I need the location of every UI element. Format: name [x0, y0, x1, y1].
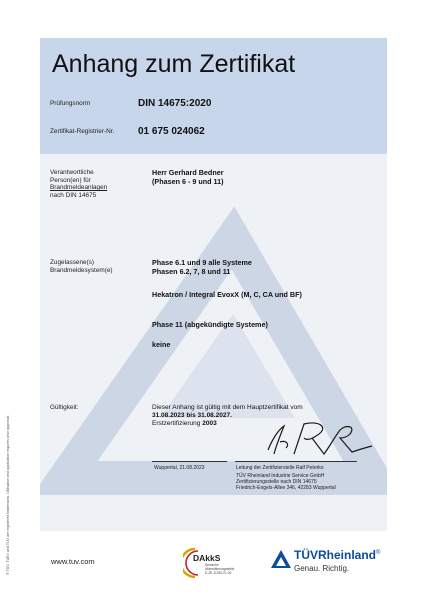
trademark-notice: ® TÜV, TUEV and TUV are registered trademarks. Utilisation and application requires prior approval. [6, 415, 10, 575]
certificate-annex-panel [40, 38, 387, 531]
place-date: Wuppertal, 21.08.2023 [154, 465, 205, 471]
tuv-slogan: Genau. Richtig. [294, 564, 350, 573]
validity-text: Dieser Anhang ist gültig mit dem Hauptzertifikat vom 31.08.2023 bis 31.08.2027. Erstzertifizierung 2003 [152, 404, 303, 427]
tuv-triangle-icon [270, 549, 292, 569]
signature [260, 420, 380, 460]
discontinued-none: keine [152, 340, 171, 349]
standard-value: DIN 14675:2020 [138, 98, 212, 109]
approved-system: Hekatron / Integral EvoxX (M, C, CA und BF) [152, 290, 302, 299]
signature-line-right [235, 461, 357, 462]
document-title: Anhang zum Zertifikat [52, 50, 296, 78]
tuv-brand-name: TÜVRheinland® [294, 548, 381, 562]
validity-label: Gültigkeit: [50, 404, 79, 411]
signature-line-left [152, 461, 227, 462]
website-link[interactable]: www.tuv.com [51, 557, 95, 566]
responsible-person: Herr Gerhard Bedner (Phasen 6 - 9 und 11) [152, 168, 224, 186]
register-label: Zertifikat-Registrier-Nr. [50, 128, 115, 135]
responsible-label: Verantwortliche Person(en) für Brandmeldeanlagen nach DIN 14675 [50, 169, 108, 199]
issuer-address: TÜV Rheinland Industrie Service GmbH Zertifizierungsstelle nach DIN 14675 Friedrich-Engels-Allee 346, 42283 Wuppertal [236, 473, 336, 492]
dakks-name: DAkkS [193, 553, 221, 563]
register-number: 01 675 024062 [138, 126, 205, 137]
systems-label: Zugelassene(s) Brandmeldesystem(e) [50, 259, 113, 274]
signatory-role: Leitung der Zertifizierstelle Ralf Peterko [236, 465, 324, 471]
phase-list: Phase 6.1 und 9 alle Systeme Phasen 6.2, 7, 8 und 11 [152, 258, 252, 276]
standard-label: Prüfungsnorm [50, 100, 91, 107]
dakks-details: Deutsche Akkreditierungsstelle D-ZE-11052-01-00 [205, 563, 235, 575]
discontinued-systems: Phase 11 (abgekündigte Systeme) [152, 320, 268, 329]
